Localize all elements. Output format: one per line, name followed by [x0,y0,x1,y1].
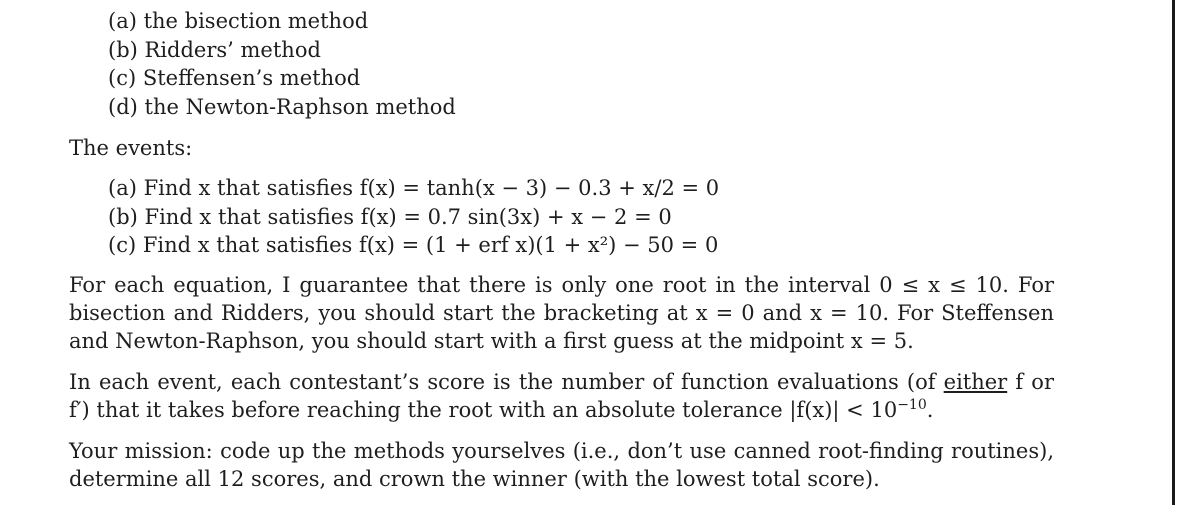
method-item: (c) Steffensen’s method [108,66,361,91]
event-item: (c) Find x that satisfies f(x) = (1 + erf x)(1 + x²) − 50 = 0 [108,233,719,257]
scoring-text-middle: f or f′) that it takes before reaching the root with an absolute tolerance |f(x)| < 10 [69,370,1054,422]
scoring-text-after: . [926,398,934,422]
methods-list [108,7,456,122]
tolerance-exponent: −10 [897,397,927,413]
scoring-paragraph [69,368,1054,424]
bracketing-paragraph: For each equation, I guarantee that there is only one root in the interval 0 ≤ x ≤ 10. For bisection and Ridders, you should start the bracketing at x = 0 and x = 10. For Steffensen and Newton-Raphson, you should start with a first guess at the midpoint x = 5. [69,273,1054,353]
events-heading: The events: [69,136,193,160]
underlined-word: either [943,370,1008,394]
mission-paragraph: Your mission: code up the methods yourselves (i.e., don’t use canned root-finding routines), determine all 12 scores, and crown the winner (with the lowest total score). [69,439,1054,491]
scoring-text-before: In each event, each contestant’s score is the number of function evaluations (of [69,370,944,394]
method-item: (d) the Newton-Raphson method [108,95,456,120]
events-list [108,174,719,260]
page-edge-divider [1172,0,1175,505]
method-item: (a) the bisection method [108,9,369,33]
event-item: (a) Find x that satisfies f(x) = tanh(x − 3) − 0.3 + x/2 = 0 [108,176,720,200]
method-item: (b) Ridders’ method [108,37,321,62]
event-item: (b) Find x that satisfies f(x) = 0.7 sin(3x) + x − 2 = 0 [108,204,672,229]
